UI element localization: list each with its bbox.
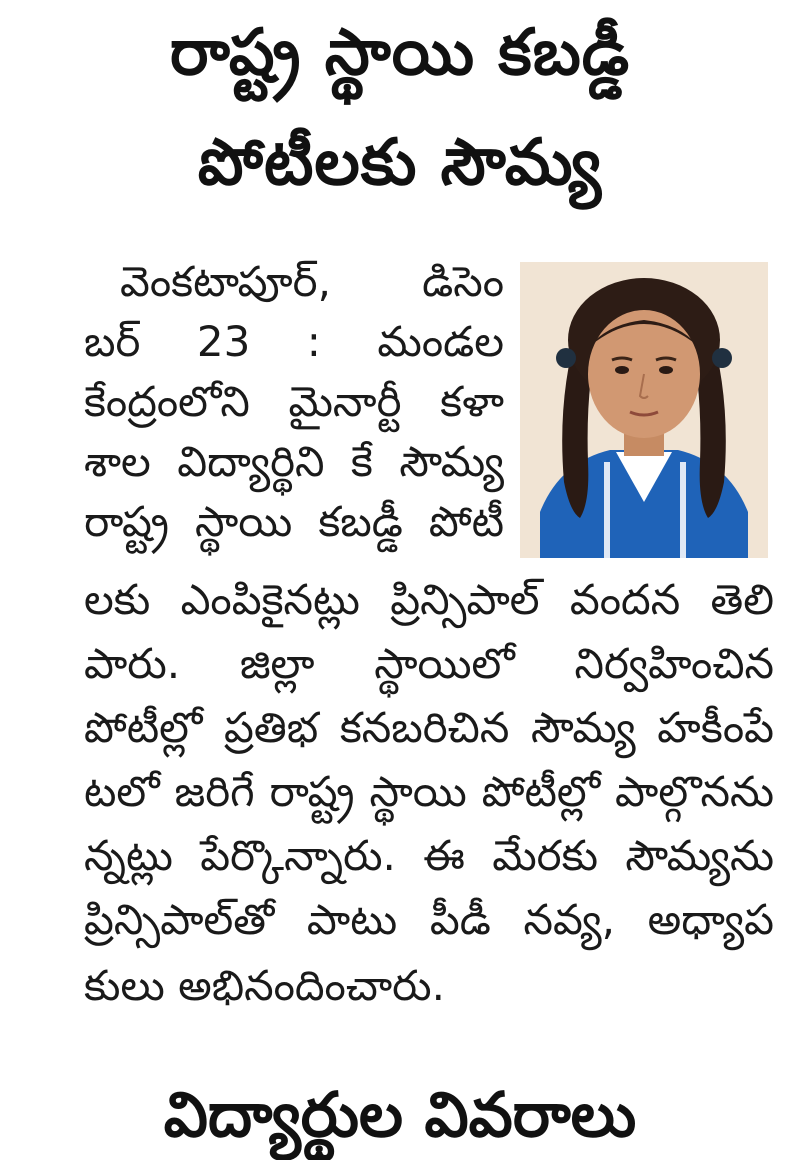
body-line-12: కులు అభినందించారు. xyxy=(84,961,445,1010)
body-line-11: ప్రిన్సిపాల్‌తో పాటు పీడీ నవ్య, అధ్యాప xyxy=(84,895,774,944)
body-line-10: న్నట్లు పేర్కొన్నారు. ఈ మేరకు సౌమ్యను xyxy=(84,831,774,880)
body-line-8: పోటీల్లో ప్రతిభ కనబరిచిన సౌమ్య హకీంపే xyxy=(84,703,774,752)
headline-line-2: పోటీలకు సౌమ్య xyxy=(197,126,603,200)
headline-line-1: రాష్ట్ర స్థాయి కబడ్డీ xyxy=(169,16,631,90)
body-line-1: వెంకటాపూర్, డిసెం xyxy=(120,257,504,306)
body-line-4: శాల విద్యార్థిని కే సౌమ్య xyxy=(84,437,504,486)
student-photo xyxy=(520,262,768,558)
body-line-3: కేంద్రంలోని మైనార్టీ కళా xyxy=(84,377,504,426)
body-line-7: పారు. జిల్లా స్థాయిలో నిర్వహించిన xyxy=(84,639,774,688)
next-article-headline: విద్యార్థుల వివరాలు xyxy=(163,1078,637,1151)
body-line-2: బర్ 23 : మండల xyxy=(84,317,504,366)
body-line-5: రాష్ట్ర స్థాయి కబడ్డీ పోటీ xyxy=(84,497,504,546)
body-line-9: టలో జరిగే రాష్ట్ర స్థాయి పోటీల్లో పాల్గొనను xyxy=(84,767,774,816)
body-line-6: లకు ఎంపికైనట్లు ప్రిన్సిపాల్ వందన తెలి xyxy=(84,575,774,624)
